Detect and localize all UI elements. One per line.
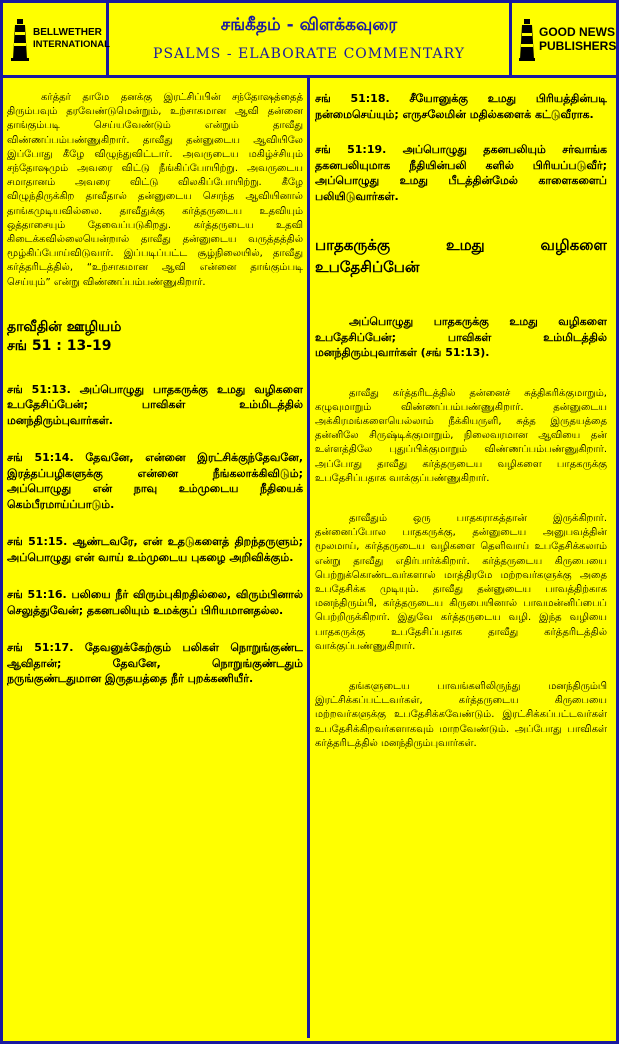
verse-51-16: சங் 51:16. பலியை நீர் விரும்புகிறதில்லை, விரும்பினால் செலுத்துவேன்; தகனபலியும் உமக்குப் பிரியமானதல்ல. bbox=[7, 588, 303, 617]
verse-51-17: சங் 51:17. தேவனுக்கேற்கும் பலிகள் நொறுங்குண்ட ஆவிதான்; தேவனே, நொறுங்குண்டதும் நருங்குண்டதுமான இருதயத்தை நீர் புறக்கணியீர். bbox=[7, 641, 303, 686]
highlight-verse: அப்பொழுது பாதகருக்கு உமது வழிகளை உபதேசிப்பேன்; பாவிகள் உம்மிடத்தில் மனந்திரும்புவார்கள் (சங் 51:13). bbox=[315, 315, 607, 359]
right-column bbox=[315, 81, 607, 1036]
publisher-logo-left bbox=[3, 3, 109, 75]
page-title-tamil: சங்கீதம் - விளக்கவுரை bbox=[220, 15, 398, 35]
logo-left-line1: BELLWETHER bbox=[33, 27, 102, 38]
left-column bbox=[7, 81, 303, 1036]
logo-right-line1: GOOD NEWS bbox=[539, 25, 616, 39]
column-divider bbox=[307, 78, 310, 1038]
lighthouse-icon bbox=[518, 17, 536, 61]
header-title-box bbox=[109, 3, 512, 75]
commentary-paragraph-3: தங்களுடைய பாவங்களிலிருந்து மனந்திரும்பி இரட்சிக்கப்பட்டவர்கள், கர்த்தருடைய கிருபையை மற்றவர்களுக்கு உபதேசிக்கவேண்டும். இரட்சிக்கப்பட்டவர்கள் உபதேசிக்கிறவர்களாகவும் மாறவேண்டும். அப்போது பாவிகள் கர்த்தரிடத்தில் மனந்திரும்புவார்கள். bbox=[315, 680, 607, 749]
verse-51-13: சங் 51:13. அப்பொழுது பாதகருக்கு உமது வழிகளை உபதேசிப்பேன்; பாவிகள் உம்மிடத்தில் மனந்திரும்புவார்கள். bbox=[7, 382, 303, 427]
logo-left-line2: INTERNATIONAL bbox=[33, 39, 110, 50]
intro-paragraph: கர்த்தர் தாமே தனக்கு இரட்சிப்பின் சந்தோஷத்தைத் திரும்பவும் தரவேண்டுமென்றும், உற்சாகமான ஆவி தன்னை தாங்கும்படி செய்யவேண்டும் என்றும் தாவீது விண்ணப்பம்பண்ணுகிறார். தாவீது தன்னுடைய ஆவியிலே இப்போது கீழே விழுந்துவிட்டார். அவருடைய மகிழ்ச்சியும் சந்தோஷமும் அவரை விட்டு நீங்கிப்போயிற்று. அவருடைய சமாதானம் அவரை விட்டு விலகிப்போயிற்று. கீழே விழுந்திருக்கிற தாவீதால் தன்னுடைய சொந்த ஆவியினால் தாங்கமுடியவில்லை. தாவீதுக்கு கர்த்தருடைய உதவியும் ஒத்தாசையும் தேவைப்படுகிறது. கர்த்தருடைய உதவி கிடைக்கவில்லையென்றால் தாவீது தன்னுடைய வருத்தத்தில் மூழ்கிப்போய்விடுவார். இப்படிப்பட்ட சூழ்நிலையில், தாவீது கர்த்தரிடத்தில், “உற்சாகமான ஆவி என்னை தாங்கும்படி செய்யும்” என்று விண்ணப்பம்பண்ணுகிறார். bbox=[7, 92, 303, 288]
verse-51-18: சங் 51:18. சீயோனுக்கு உமது பிரியத்தின்படி நன்மைசெய்யும்; எருசலேமின் மதில்களைக் கட்டுவீராக. bbox=[315, 92, 607, 121]
section-title: தாவீதின் ஊழியம் bbox=[7, 318, 122, 335]
verse-51-14: சங் 51:14. தேவனே, என்னை இரட்சிக்குந்தேவனே, இரத்தப்பழிகளுக்கு என்னை நீங்கலாக்கிவிடும்; அப்பொழுது என் நாவு உம்முடைய நீதியைக் கெம்பீரமாய்ப்பாடும். bbox=[7, 451, 303, 511]
page-title-english: PSALMS - ELABORATE COMMENTARY bbox=[153, 46, 465, 62]
section-reference: சங் 51 : 13-19 bbox=[7, 337, 112, 354]
publisher-logo-right bbox=[512, 3, 617, 75]
subheading: பாதகருக்கு உமது வழிகளை உபதேசிப்பேன் bbox=[315, 236, 607, 276]
lighthouse-icon bbox=[9, 17, 31, 61]
commentary-paragraph-1: தாவீது கர்த்தரிடத்தில் தன்னைச் சுத்திகரிக்குமாறும், கழுவுமாறும் விண்ணப்பம்பண்ணுகிறார். தன்னுடைய அக்கிரமங்களையெல்லாம் நீக்கியருளி, சுத்த இருதயத்தை தன்னிலே சிருஷ்டிக்குமாறும், நிலைவரமான ஆவியை தன் உள்ளத்திலே புதுப்பிக்குமாறும் விண்ணப்பம்பண்ணுகிறார். அப்போது தாவீது கர்த்தருடைய வழிகளை பாதகருக்கு உபதேசிப்பதாக வாக்குப்பண்ணுகிறார். bbox=[315, 387, 607, 484]
verse-51-19: சங் 51:19. அப்பொழுது தகனபலியும் சர்வாங்க தகனபலியுமாக நீதியின்பலி களில் பிரியப்படுவீர்; அப்பொழுது உமது பீடத்தின்மேல் காளைகளைப் பலியிடுவார்கள். bbox=[315, 143, 607, 203]
verse-51-15: சங் 51:15. ஆண்டவரே, என் உதடுகளைத் திறந்தருளும்; அப்பொழுது என் வாய் உம்முடைய புகழை அறிவிக்கும். bbox=[7, 535, 303, 564]
logo-right-line2: PUBLISHERS bbox=[539, 39, 617, 53]
commentary-paragraph-2: தாவீதும் ஒரு பாதகராகத்தான் இருக்கிறார். தன்னைப்போல பாதகருக்கு, தன்னுடைய அனுபவத்தின் மூலமாய், கர்த்தருடைய வழிகளை தெளிவாய் உபதேசிக்கலாம் என்று தாவீது எதிர்பார்க்கிறார். கர்த்தருடைய கிருபையை பெற்றுக்கொண்டவர்களால் மாத்திரமே மற்றவர்களுக்கு அதை உபதேசிக்க முடியும். தாவீது தன்னுடைய பாவத்திற்காக மனந்திரும்பி, கர்த்தருடைய கிருபையினால் பாவமன்னிப்பைப் பெற்றிருக்கிறார். இதுவே கர்த்தருடைய வழி. இந்த வழியை பாதகருக்கு உபதேசிப்பதாக தாவீது கர்த்தரிடத்தில் வாக்குப்பண்ணுகிறார். bbox=[315, 512, 607, 652]
